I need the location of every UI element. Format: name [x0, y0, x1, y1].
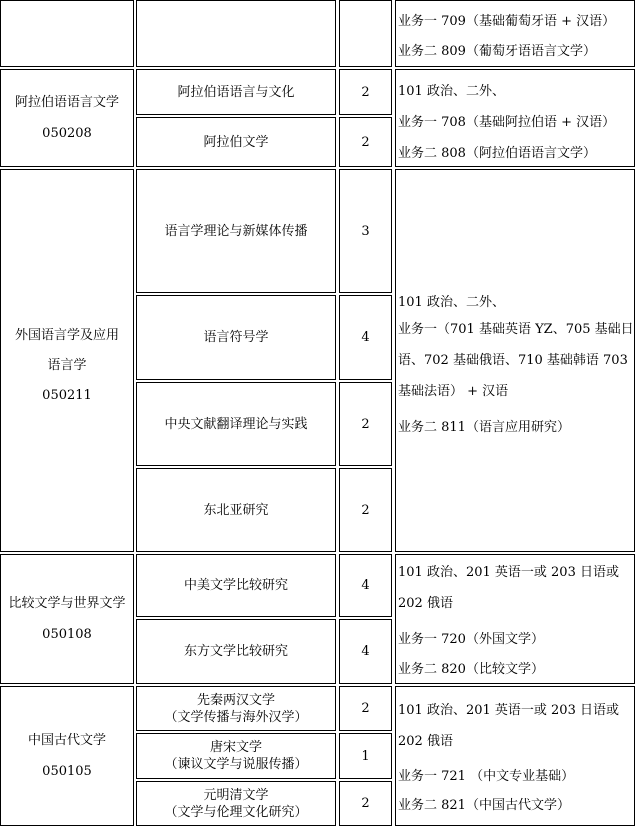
major-cell [0, 554, 134, 684]
major-code: 050105 [42, 764, 92, 779]
direction-name: 元明清文学 [203, 787, 269, 803]
major-cell [0, 686, 134, 826]
direction-name: 阿拉伯语语言与文化 [177, 84, 295, 100]
enrollment-count: 2 [361, 84, 370, 100]
count-cell [339, 554, 392, 617]
direction-cell [136, 69, 336, 115]
exam-cell [395, 686, 635, 826]
direction-subtitle: （谏议文学与说服传播） [164, 757, 308, 772]
direction-name: 东方文学比较研究 [183, 644, 288, 659]
count-cell [339, 0, 392, 67]
enrollment-count: 4 [361, 578, 370, 593]
direction-cell [136, 781, 336, 826]
enrollment-count: 2 [361, 416, 370, 432]
direction-cell [136, 686, 336, 731]
count-cell [339, 468, 392, 552]
direction-cell [136, 382, 336, 466]
count-cell [339, 295, 392, 380]
count-cell [339, 733, 392, 779]
direction-cell [136, 733, 336, 779]
exam-cell [395, 554, 635, 684]
exam-line: 业务二 820（比较文学） [398, 662, 544, 677]
enrollment-count: 4 [361, 330, 370, 345]
exam-line: 业务一（701 基础英语 YZ、705 基础日语、702 基础俄语、710 基础韩语 703 基础法语） + 汉语 [398, 322, 634, 399]
count-cell [339, 686, 392, 731]
exam-line: 业务一 708（基础阿拉伯语 + 汉语） [398, 115, 616, 130]
exam-line: 业务二 808（阿拉伯语语言文学） [398, 146, 596, 161]
major-name: 阿拉伯语语言文学 [14, 95, 119, 110]
major-name-line2: 语言学 [47, 358, 87, 373]
exam-line: 101 政治、201 英语一或 203 日语或 202 俄语 [398, 703, 619, 749]
major-name: 比较文学与世界文学 [8, 596, 126, 611]
direction-name: 东北亚研究 [203, 502, 269, 518]
direction-subtitle: （文学传播与海外汉学） [164, 709, 308, 725]
enrollment-count: 2 [361, 796, 370, 811]
major-name [1, 321, 133, 411]
exam-line: 业务二 809（葡萄牙语语言文学） [398, 44, 596, 59]
direction-name: 唐宋文学 [209, 740, 262, 755]
direction-name: 语言学理论与新媒体传播 [164, 223, 308, 239]
major-cell [0, 169, 134, 552]
direction-cell [136, 295, 336, 380]
count-cell [339, 619, 392, 684]
major-cell [0, 69, 134, 167]
major-code: 050108 [42, 627, 92, 642]
enrollment-count: 2 [361, 701, 370, 716]
major-name: 中国古代文学 [27, 733, 106, 748]
exam-line: 业务二 811（语言应用研究） [398, 420, 570, 435]
direction-name: 阿拉伯文学 [203, 134, 269, 150]
exam-line: 业务一 720（外国文学） [398, 632, 544, 647]
direction-cell [136, 554, 336, 617]
direction-name: 语言符号学 [203, 330, 269, 345]
exam-cell [395, 69, 635, 167]
exam-cell [395, 0, 635, 67]
exam-cell [395, 169, 635, 552]
count-cell [339, 781, 392, 826]
direction-name: 中美文学比较研究 [183, 578, 288, 593]
enrollment-count: 3 [361, 223, 370, 239]
direction-cell [136, 169, 336, 293]
count-cell [339, 169, 392, 293]
count-cell [339, 382, 392, 466]
count-cell [339, 117, 392, 167]
enrollment-count: 4 [361, 644, 370, 659]
direction-cell [136, 468, 336, 552]
direction-cell [136, 117, 336, 167]
major-name-line1: 外国语言学及应用 [14, 328, 119, 343]
direction-cell [136, 0, 336, 67]
major-code: 050211 [42, 388, 92, 403]
exam-line: 101 政治、201 英语一或 203 日语或 202 俄语 [398, 565, 619, 611]
count-cell [339, 69, 392, 115]
major-cell [0, 0, 134, 67]
enrollment-count: 1 [361, 748, 370, 764]
direction-name: 中央文献翻译理论与实践 [164, 416, 308, 432]
exam-line: 101 政治、二外、 [398, 295, 505, 310]
exam-line: 101 政治、二外、 [398, 84, 505, 99]
exam-line: 业务一 721 （中文专业基础） [398, 769, 575, 784]
enrollment-count: 2 [361, 134, 370, 150]
major-code: 050208 [42, 126, 92, 141]
exam-line: 业务二 821（中国古代文学） [398, 798, 570, 813]
direction-name: 先秦两汉文学 [196, 692, 275, 708]
enrollment-count: 2 [361, 502, 370, 518]
direction-cell [136, 619, 336, 684]
direction-subtitle: （文学与伦理文化研究） [164, 804, 308, 820]
exam-line: 业务一 709（基础葡萄牙语 + 汉语） [398, 14, 616, 29]
